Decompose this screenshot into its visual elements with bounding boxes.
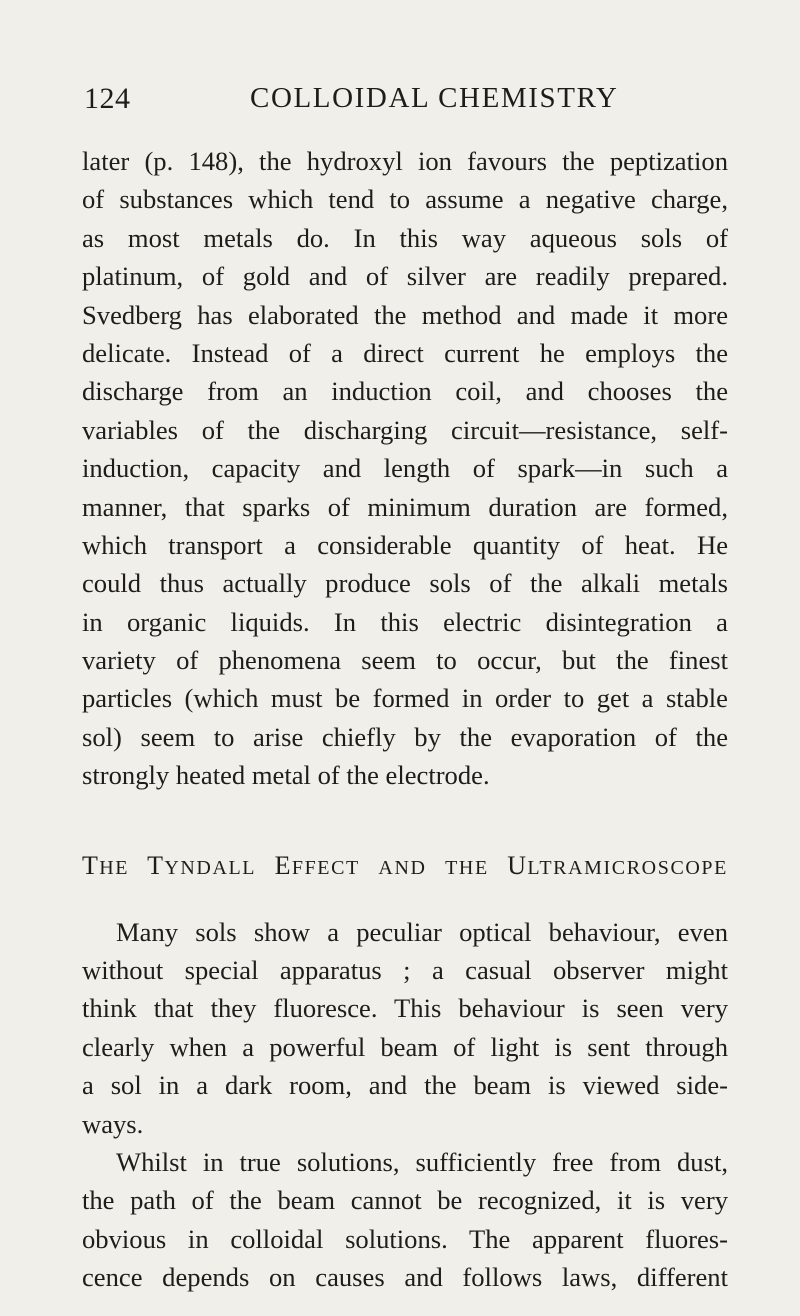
- text-line: discharge from an induction coil, and chooses the: [82, 376, 728, 407]
- text-line: Svedberg has elaborated the method and made it more: [82, 299, 728, 330]
- text-line: manner, that sparks of minimum duration are formed,: [82, 491, 728, 522]
- heading-word: [275, 851, 360, 880]
- paragraph-optical-behaviour: [82, 913, 728, 1143]
- heading-small-caps: HE: [99, 856, 130, 879]
- text-line: think that they fluoresce. This behaviour is seen very: [82, 993, 728, 1024]
- heading-word: [507, 851, 728, 880]
- paragraph-true-solutions: [82, 1143, 728, 1297]
- text-line: as most metals do. In this way aqueous sols of: [82, 222, 728, 253]
- text-line: delicate. Instead of a direct current he employs the: [82, 337, 728, 368]
- text-line: strongly heated metal of the electrode.: [82, 760, 490, 791]
- text-line: could thus actually produce sols of the alkali metals: [82, 568, 728, 599]
- text-line: Many sols show a peculiar optical behaviour, even: [116, 916, 728, 947]
- heading-small-caps: YNDALL: [164, 856, 257, 879]
- heading-word: THE: [445, 856, 489, 879]
- text-line: of substances which tend to assume a negative charge,: [82, 184, 728, 215]
- heading-word: [147, 851, 256, 880]
- heading-capital: E: [274, 850, 292, 880]
- paragraph-peptization: [82, 142, 728, 795]
- text-line: particles (which must be formed in order to get a stable: [82, 683, 728, 714]
- text-line: without special apparatus ; a casual observer might: [82, 955, 728, 986]
- heading-capital: U: [507, 850, 528, 880]
- text-line: induction, capacity and length of spark—in such a: [82, 453, 728, 484]
- heading-small-caps: LTRAMICROSCOPE: [527, 856, 728, 879]
- body-text: [82, 142, 728, 1297]
- running-title: COLLOIDAL CHEMISTRY: [250, 82, 619, 114]
- heading-small-caps: FFECT: [291, 856, 360, 879]
- text-line: the path of the beam cannot be recognized, it is very: [82, 1185, 728, 1216]
- text-line: Whilst in true solutions, sufficiently free from dust,: [116, 1146, 728, 1177]
- heading-word: AND: [378, 856, 427, 879]
- text-line: clearly when a powerful beam of light is sent through: [82, 1031, 728, 1062]
- text-line: a sol in a dark room, and the beam is viewed side-: [82, 1070, 728, 1101]
- text-line: which transport a considerable quantity of heat. He: [82, 529, 728, 560]
- page-number: 124: [84, 82, 131, 115]
- text-line: in organic liquids. In this electric disintegration a: [82, 606, 728, 637]
- text-line: sol) seem to arise chiefly by the evaporation of the: [82, 721, 728, 752]
- heading-capital: T: [82, 850, 100, 880]
- section-heading: [82, 847, 728, 885]
- text-line: platinum, of gold and of silver are readily prepared.: [82, 261, 728, 292]
- text-line: variety of phenomena seem to occur, but the finest: [82, 645, 728, 676]
- text-line: cence depends on causes and follows laws, different: [82, 1262, 728, 1293]
- text-line: obvious in colloidal solutions. The apparent fluores-: [82, 1223, 728, 1254]
- text-line: ways.: [82, 1108, 144, 1139]
- heading-capital: T: [147, 850, 165, 880]
- running-head: [84, 82, 724, 122]
- text-line: later (p. 148), the hydroxyl ion favours the peptization: [82, 146, 728, 176]
- text-line: variables of the discharging circuit—resistance, self-: [82, 414, 728, 445]
- heading-word: [82, 851, 129, 880]
